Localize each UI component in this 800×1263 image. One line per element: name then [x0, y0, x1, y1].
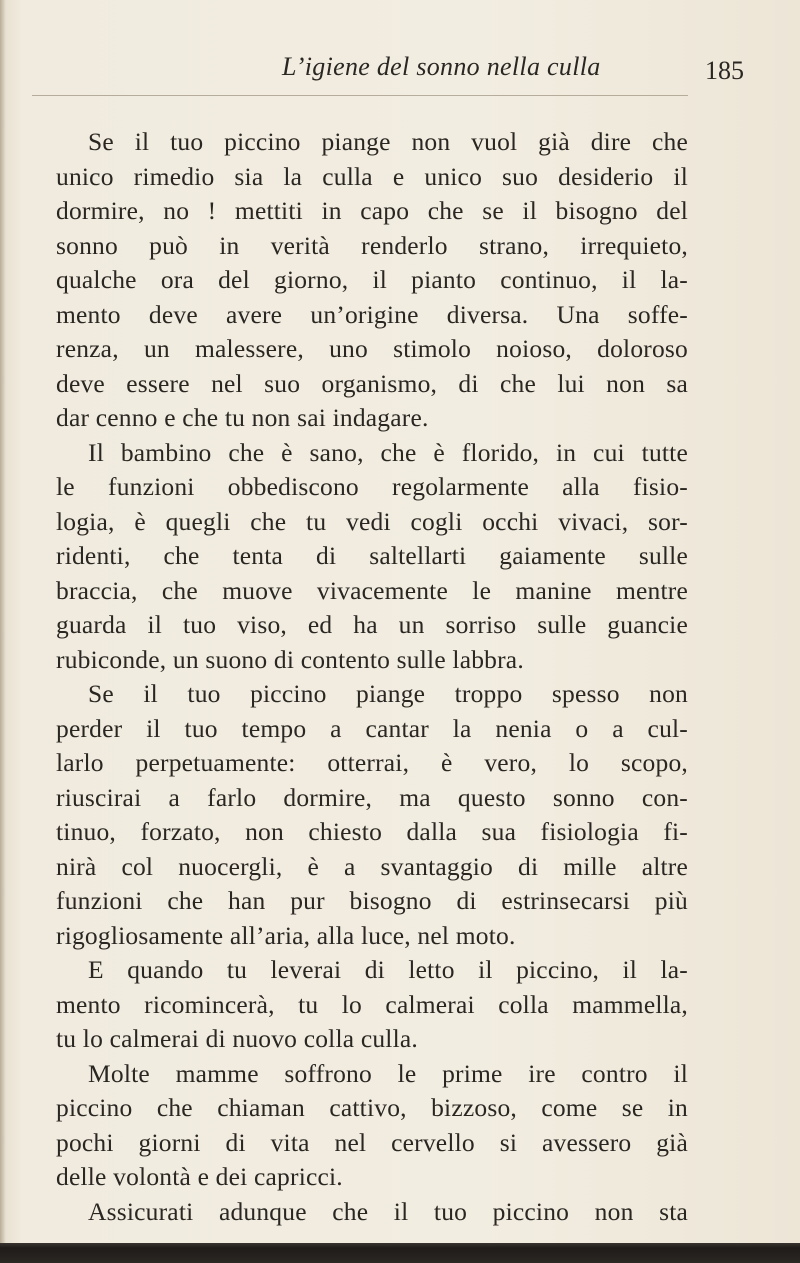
running-head	[0, 52, 800, 92]
text-line: dar cenno e che tu non sai indagare.	[56, 403, 429, 432]
text-line: tinuo, forzato, non chiesto dalla sua fisiologia fi-	[56, 817, 688, 846]
text-line: Assicurati adunque che il tuo piccino non sta	[88, 1196, 688, 1226]
header-rule	[32, 95, 688, 96]
body-text	[56, 125, 688, 1229]
text-line: deve essere nel suo organismo, di che lui non sa	[56, 368, 688, 398]
text-line: tu lo calmerai di nuovo colla culla.	[56, 1024, 418, 1053]
text-line: E quando tu leverai di letto il piccino, il la-	[88, 955, 688, 984]
text-line: rubiconde, un suono di contento sulle labbra.	[56, 644, 524, 674]
text-line: piccino che chiaman cattivo, bizzoso, come se in	[56, 1093, 688, 1122]
text-line: Molte mamme soffrono le prime ire contro il	[88, 1058, 688, 1088]
text-line: funzioni che han pur bisogno di estrinsecarsi più	[56, 886, 688, 915]
text-line: guarda il tuo viso, ed ha un sorriso sulle guancie	[56, 610, 688, 639]
text-line: riuscirai a farlo dormire, ma questo sonno con-	[56, 782, 688, 812]
text-line: perder il tuo tempo a cantar la nenia o a cul-	[56, 713, 688, 743]
text-line: pochi giorni di vita nel cervello si avessero già	[56, 1127, 688, 1157]
text-line: renza, un malessere, uno stimolo noioso, doloroso	[56, 334, 688, 363]
text-line: braccia, che muove vivacemente le manine mentre	[56, 575, 688, 605]
text-line: unico rimedio sia la culla e unico suo desiderio il	[56, 161, 688, 191]
text-line: nirà col nuocergli, è a svantaggio di mille altre	[56, 851, 688, 881]
text-line: mento ricomincerà, tu lo calmerai colla mammella,	[56, 989, 688, 1019]
page-bottom-edge	[0, 1243, 800, 1263]
text-line: Se il tuo piccino piange troppo spesso non	[88, 679, 688, 708]
text-line: Il bambino che è sano, che è florido, in cui tutte	[88, 437, 688, 467]
text-line: sonno può in verità renderlo strano, irrequieto,	[56, 230, 688, 260]
running-title: L’igiene del sonno nella culla	[282, 52, 601, 81]
text-line: ridenti, che tenta di saltellarti gaiamente sulle	[56, 541, 688, 570]
text-line: Se il tuo piccino piange non vuol già dire che	[88, 127, 688, 156]
text-line: qualche ora del giorno, il pianto continuo, il la-	[56, 265, 688, 294]
text-line: mento deve avere un’origine diversa. Una soffe-	[56, 299, 688, 329]
text-line: larlo perpetuamente: otterrai, è vero, lo scopo,	[56, 748, 688, 777]
text-line: le funzioni obbediscono regolarmente alla fisio-	[56, 472, 688, 501]
page-number: 185	[705, 56, 744, 85]
text-line: rigogliosamente all’aria, alla luce, nel moto.	[56, 920, 516, 950]
text-line: delle volontà e dei capricci.	[56, 1162, 343, 1191]
binding-shadow	[0, 0, 6, 1263]
text-line: dormire, no ! mettiti in capo che se il bisogno del	[56, 196, 688, 225]
text-line: logia, è quegli che tu vedi cogli occhi vivaci, sor-	[56, 506, 688, 536]
